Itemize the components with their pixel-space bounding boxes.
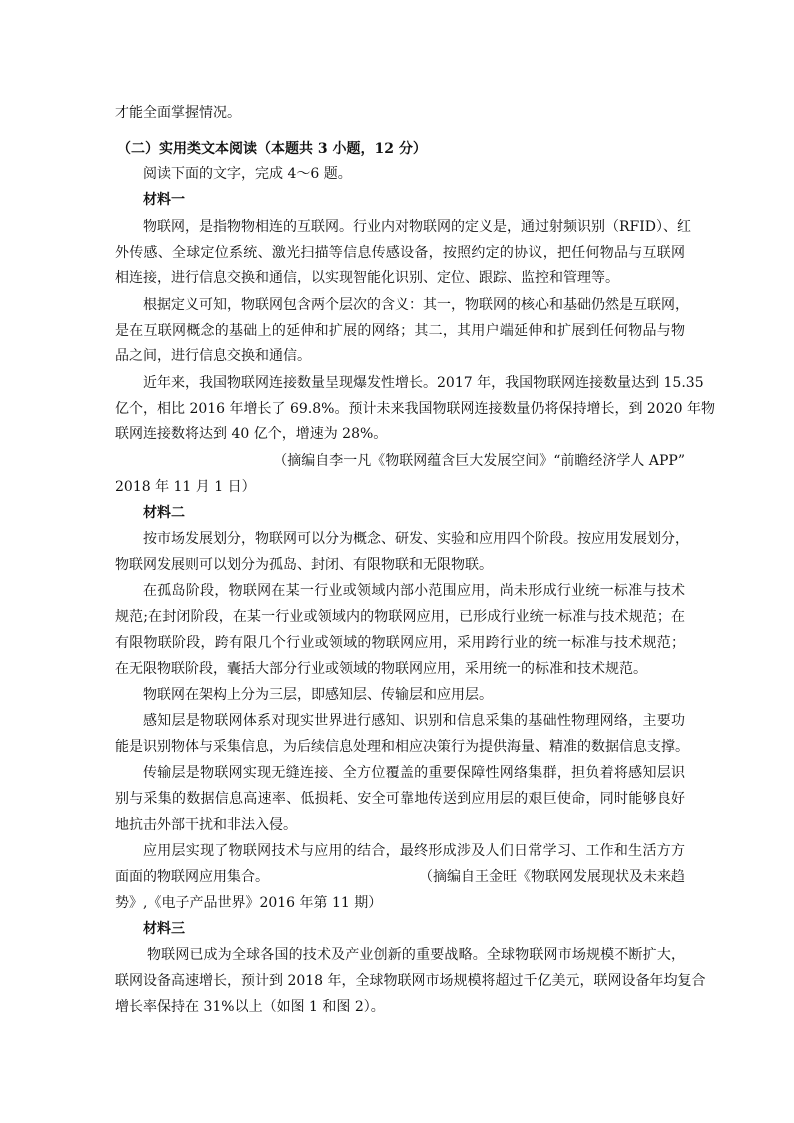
m2-source-line-2: 势》,《电子产品世界》2016 年第 11 期） — [115, 895, 383, 911]
carryover-line: 才能全面掌握情况。 — [115, 105, 241, 121]
m3-p1-line-1: 物联网已成为全球各国的技术及产业创新的重要战略。全球物联网市场规模不断扩大， — [147, 947, 685, 963]
material-2-title: 材料二 — [143, 505, 185, 521]
m2-p2-line-4: 在无限物联阶段，囊括大部分行业或领域的物联网应用，采用统一的标准和技术规范。 — [115, 661, 647, 677]
m3-p1-line-3: 增长率保持在 31%以上（如图 1 和图 2）。 — [115, 999, 385, 1015]
m2-p6-line-2: 面面的物联网应用集合。 — [115, 869, 269, 885]
m1-p3-line-1: 近年来，我国物联网连接数量呈现爆发性增长。2017 年，我国物联网连接数量达到 15.35 — [143, 375, 704, 391]
m2-p5-line-1: 传输层是物联网实现无缝连接、全方位覆盖的重要保障性网络集群，担负着将感知层识 — [143, 765, 685, 781]
instruction-line: 阅读下面的文字，完成 4～6 题。 — [143, 166, 352, 182]
m1-p1-line-2: 外传感、全球定位系统、激光扫描等信息传感设备，按照约定的协议，把任何物品与互联网 — [115, 245, 685, 261]
m2-p4-line-2: 能是识别物体与采集信息，为后续信息处理和相应决策行为提供海量、精准的数据信息支撑。 — [115, 739, 689, 755]
m3-p1-line-2: 联网设备高速增长，预计到 2018 年，全球物联网市场规模将超过千亿美元，联网设备年均复合 — [115, 973, 706, 989]
m2-p1-line-1: 按市场发展划分，物联网可以分为概念、研发、实验和应用四个阶段。按应用发展划分， — [143, 531, 689, 547]
m1-source-line-1: （摘编自李一凡《物联网蕴含巨大发展空间》“前瞻经济学人 APP” — [273, 453, 685, 469]
m1-p2-line-1: 根据定义可知，物联网包含两个层次的含义：其一，物联网的核心和基础仍然是互联网， — [143, 297, 689, 313]
m2-p2-line-2: 规范;在封闭阶段，在某一行业或领域内的物联网应用，已形成行业统一标准与技术规范；在 — [115, 609, 685, 625]
m1-p2-line-2: 是在互联网概念的基础上的延伸和扩展的网络；其二，其用户端延伸和扩展到任何物品与物 — [115, 323, 685, 339]
m2-p2-line-1: 在孤岛阶段，物联网在某一行业或领域内部小范围应用，尚未形成行业统一标准与技术 — [143, 583, 685, 599]
material-3-title: 材料三 — [143, 921, 185, 937]
m2-p3-line-1: 物联网在架构上分为三层，即感知层、传输层和应用层。 — [143, 687, 493, 703]
m2-p1-line-2: 物联网发展则可以划分为孤岛、封闭、有限物联和无限物联。 — [115, 557, 493, 573]
material-1-title: 材料一 — [143, 192, 185, 208]
m2-p2-line-3: 有限物联阶段，跨有限几个行业或领域的物联网应用，采用跨行业的统一标准与技术规范； — [115, 635, 685, 651]
m2-source-line-1: （摘编自王金旺《物联网发展现状及未来趋 — [419, 869, 685, 885]
m2-p4-line-1: 感知层是物联网体系对现实世界进行感知、识别和信息采集的基础性物理网络，主要功 — [143, 713, 685, 729]
m2-p5-line-3: 地抗击外部干扰和非法入侵。 — [115, 817, 297, 833]
section-heading: （二）实用类文本阅读（本题共 3 小题，12 分） — [117, 141, 427, 157]
m1-p1-line-3: 相连接，进行信息交换和通信，以实现智能化识别、定位、跟踪、监控和管理等。 — [115, 270, 619, 286]
m1-p3-line-2: 亿个，相比 2016 年增长了 69.8%。预计未来我国物联网连接数量仍将保持增长，到 2020 年物 — [115, 401, 715, 417]
m1-p1-line-1: 物联网，是指物物相连的互联网。行业内对物联网的定义是，通过射频识别（RFID）、红 — [143, 219, 692, 235]
m1-p2-line-3: 品之间，进行信息交换和通信。 — [115, 348, 311, 364]
m1-p3-line-3: 联网连接数将达到 40 亿个，增速为 28%。 — [115, 426, 388, 442]
m1-source-line-2: 2018 年 11 月 1 日） — [115, 479, 256, 495]
m2-p6-line-1: 应用层实现了物联网技术与应用的结合，最终形成涉及人们日常学习、工作和生活方方 — [143, 843, 685, 859]
m2-p5-line-2: 别与采集的数据信息高速率、低损耗、安全可靠地传送到应用层的艰巨使命，同时能够良好 — [115, 791, 685, 807]
